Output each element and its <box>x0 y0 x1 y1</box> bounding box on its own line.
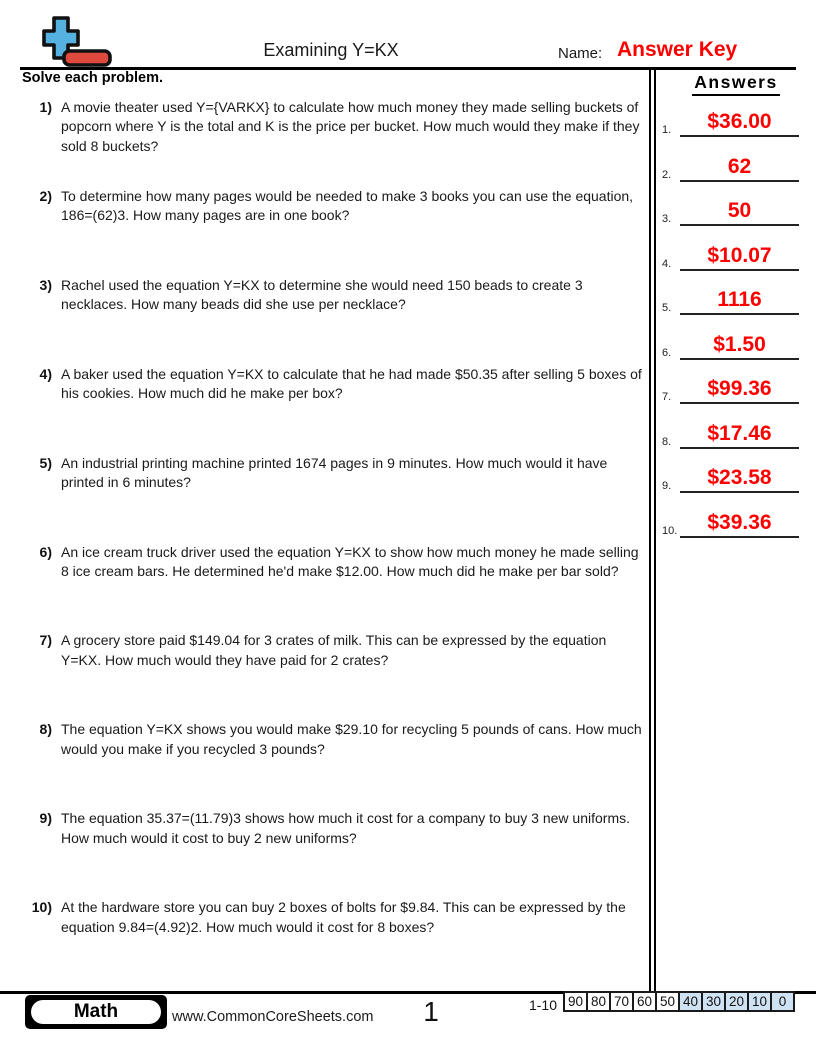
problem-text: Rachel used the equation Y=KX to determine she would need 150 beads to create 3 necklaces. How many beads did she use per necklace? <box>61 276 583 313</box>
page-title: Examining Y=KX <box>263 40 399 60</box>
answer-row <box>662 103 800 137</box>
problem-text: To determine how many pages would be needed to make 3 books you can use the equation, 186=(62)3. How many pages are in one book? <box>61 187 634 224</box>
answer-number: 7. <box>662 391 672 404</box>
score-cell: 60 <box>632 991 657 1012</box>
answers-column-divider <box>649 67 656 991</box>
answer-blank-line <box>680 103 799 137</box>
problem-item <box>30 631 642 670</box>
answer-blank-line <box>680 192 799 226</box>
answer-value: 50 <box>727 199 752 223</box>
problem-text: A grocery store paid $149.04 for 3 crates of milk. This can be expressed by the equation Y=KX. How much would they have paid for 2 crates? <box>61 632 607 668</box>
problem-item <box>30 454 642 493</box>
problem-text: At the hardware store you can buy 2 boxes of bolts for $9.84. This can be expressed by the equation 9.84=(4.92)2. How much would it cost for 8 boxes? <box>61 899 626 935</box>
problem-item <box>30 720 642 759</box>
math-subject-label: Math <box>31 1000 161 1024</box>
math-subject-badge <box>25 995 167 1029</box>
answer-number: 5. <box>662 302 672 315</box>
problem-text: The equation 35.37=(11.79)3 shows how much it cost for a company to buy 3 new uniforms. How much would it cost to buy 2 new uniforms? <box>61 810 630 846</box>
answer-number: 9. <box>662 480 672 493</box>
problem-number: 8) <box>39 721 52 738</box>
score-table <box>563 991 795 1012</box>
answer-blank-line <box>680 237 799 271</box>
answer-blank-line <box>680 459 799 493</box>
page-number: 1 <box>423 996 439 1027</box>
answer-value: $23.58 <box>707 466 772 490</box>
answer-value: $17.46 <box>707 421 772 445</box>
problem-number: 10) <box>31 899 52 916</box>
answer-number: 4. <box>662 257 672 270</box>
answer-value: $39.36 <box>707 510 772 534</box>
problem-text: An ice cream truck driver used the equation Y=KX to show how much money he made selling 8 ice cream bars. He determined he'd make $12.00. How much did he make per bar sold? <box>61 543 639 579</box>
answer-value: $99.36 <box>707 377 772 401</box>
name-label: Name: <box>558 45 603 62</box>
problem-number: 1) <box>39 99 52 115</box>
answer-blank-line <box>680 370 799 404</box>
website-url: www.CommonCoreSheets.com <box>172 1009 374 1025</box>
problem-text: A baker used the equation Y=KX to calculate that he had made $50.35 after selling 5 boxes of his cookies. How much did he make per box? <box>61 365 642 402</box>
answer-row <box>662 459 800 493</box>
answer-row <box>662 326 800 360</box>
problem-item <box>30 543 642 582</box>
problem-item <box>30 98 642 156</box>
instructions-text: Solve each problem. <box>22 70 164 86</box>
problem-number: 9) <box>39 810 52 827</box>
answer-number: 6. <box>662 346 672 359</box>
answer-number: 2. <box>662 168 672 181</box>
problem-item <box>30 276 642 315</box>
answer-number: 10. <box>662 524 678 537</box>
problem-number: 3) <box>39 276 52 293</box>
score-cell: 20 <box>724 991 749 1012</box>
answer-value: $1.50 <box>713 332 766 356</box>
answers-heading-wrap <box>656 72 816 96</box>
problem-number: 6) <box>39 543 52 560</box>
answer-value: $10.07 <box>707 243 772 267</box>
answer-blank-line <box>680 148 799 182</box>
score-cell: 40 <box>678 991 703 1012</box>
answers-heading: Answers <box>692 72 779 96</box>
answer-row <box>662 370 800 404</box>
answer-number: 8. <box>662 435 672 448</box>
problem-item <box>30 898 642 937</box>
problem-text: An industrial printing machine printed 1674 pages in 9 minutes. How much would it have printed in 6 minutes? <box>61 454 608 490</box>
answer-number: 3. <box>662 213 672 226</box>
answer-row <box>662 192 800 226</box>
score-cell: 30 <box>701 991 726 1012</box>
problem-text: The equation Y=KX shows you would make $29.10 for recycling 5 pounds of cans. How much would you make if you recycled 3 pounds? <box>61 721 642 757</box>
problem-item <box>30 187 642 226</box>
answer-value: 1116 <box>717 288 762 312</box>
answer-value: $36.00 <box>707 110 772 133</box>
answer-row <box>662 148 800 182</box>
problem-number: 4) <box>39 365 52 382</box>
answer-blank-line <box>680 326 799 360</box>
answer-row <box>662 504 800 538</box>
score-cell: 10 <box>747 991 772 1012</box>
answer-row <box>662 415 800 449</box>
answer-value: 62 <box>727 154 752 178</box>
answer-row <box>662 281 800 315</box>
plus-minus-icon <box>40 16 114 70</box>
problem-number: 5) <box>39 454 52 471</box>
score-cell: 0 <box>770 991 795 1012</box>
score-cell: 90 <box>563 991 588 1012</box>
name-value-answer-key: Answer Key <box>617 38 738 61</box>
problem-item <box>30 809 642 848</box>
problem-text: A movie theater used Y={VARKX} to calculate how much money they made selling buckets of popcorn where Y is the total and K is the price per bucket. How much would they make if they sold 8 buckets? <box>61 99 640 154</box>
answer-blank-line <box>680 415 799 449</box>
answer-row <box>662 237 800 271</box>
score-cell: 80 <box>586 991 611 1012</box>
problem-number: 2) <box>39 187 52 204</box>
score-cell: 70 <box>609 991 634 1012</box>
answer-number: 1. <box>662 124 672 136</box>
score-cell: 50 <box>655 991 680 1012</box>
problem-item <box>30 365 642 404</box>
answer-blank-line <box>680 281 799 315</box>
answer-blank-line <box>680 504 799 538</box>
score-range-label: 1-10 <box>528 997 557 1013</box>
problem-number: 7) <box>39 632 52 649</box>
